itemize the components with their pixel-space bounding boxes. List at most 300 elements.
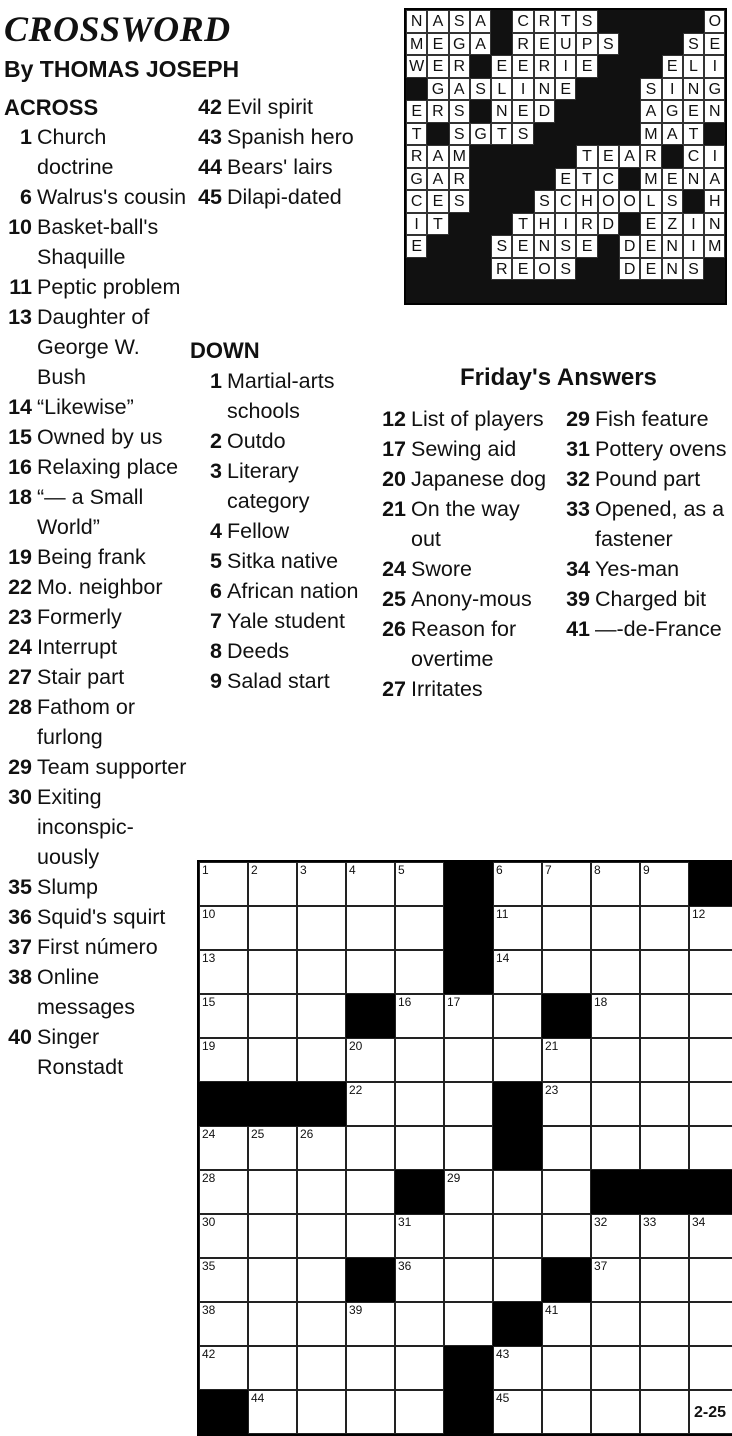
- grid-cell[interactable]: [591, 1214, 640, 1258]
- answer-cell: R: [534, 55, 555, 78]
- grid-cell[interactable]: [199, 1170, 248, 1214]
- grid-cell[interactable]: [493, 994, 542, 1038]
- grid-cell[interactable]: [689, 950, 732, 994]
- cell-number: 15: [202, 995, 216, 1009]
- clue-text: Squid's squirt: [37, 905, 166, 929]
- cell-number: 23: [545, 1083, 559, 1097]
- answer-cell: S: [683, 258, 704, 281]
- grid-cell[interactable]: [395, 1390, 444, 1434]
- grid-cell[interactable]: [199, 994, 248, 1038]
- answer-cell: L: [640, 190, 661, 213]
- clue-number: 32: [566, 467, 590, 491]
- down-clue: [186, 666, 366, 696]
- answer-cell: T: [491, 123, 512, 146]
- grid-cell[interactable]: [444, 1214, 493, 1258]
- grid-cell[interactable]: [297, 1214, 346, 1258]
- grid-cell[interactable]: [395, 1082, 444, 1126]
- grid-cell[interactable]: [248, 1346, 297, 1390]
- answer-cell: T: [576, 168, 597, 191]
- answer-cell: S: [555, 235, 576, 258]
- grid-cell[interactable]: [640, 906, 689, 950]
- answer-cell: S: [470, 78, 491, 101]
- grid-cell[interactable]: [395, 906, 444, 950]
- grid-block: [444, 906, 493, 950]
- grid-cell[interactable]: [640, 1302, 689, 1346]
- clue-number: 27: [8, 665, 32, 689]
- grid-cell[interactable]: [640, 862, 689, 906]
- grid-cell[interactable]: [395, 950, 444, 994]
- clue-text: Daughter of George W. Bush: [37, 305, 150, 389]
- answer-cell: H: [534, 213, 555, 236]
- cell-number: 25: [251, 1127, 265, 1141]
- answer-block: [491, 213, 512, 236]
- answer-block: [512, 145, 533, 168]
- grid-cell[interactable]: [199, 906, 248, 950]
- grid-cell[interactable]: [689, 1302, 732, 1346]
- answer-cell: N: [534, 78, 555, 101]
- grid-cell[interactable]: [444, 1170, 493, 1214]
- across-clue: [0, 182, 188, 212]
- cell-number: 30: [202, 1215, 216, 1229]
- clue-text: Deeds: [227, 639, 290, 663]
- cell-number: 19: [202, 1039, 216, 1053]
- grid-cell[interactable]: [640, 1258, 689, 1302]
- grid-cell[interactable]: [689, 1346, 732, 1390]
- grid-cell[interactable]: [591, 994, 640, 1038]
- down-clue: [186, 366, 366, 426]
- grid-cell[interactable]: [395, 1346, 444, 1390]
- grid-cell[interactable]: [640, 1214, 689, 1258]
- grid-cell[interactable]: [297, 950, 346, 994]
- across-clue: [0, 392, 188, 422]
- grid-block: [199, 1082, 248, 1126]
- down-clue: [554, 434, 732, 464]
- grid-cell[interactable]: [493, 1170, 542, 1214]
- grid-cell[interactable]: [346, 862, 395, 906]
- cell-number: 29: [447, 1171, 461, 1185]
- answer-cell: E: [406, 100, 427, 123]
- clue-number: 29: [566, 407, 590, 431]
- answer-cell: R: [534, 10, 555, 33]
- clue-number: 2: [210, 429, 222, 453]
- answer-cell: N: [683, 78, 704, 101]
- grid-cell[interactable]: [199, 1302, 248, 1346]
- clue-text: Mo. neighbor: [37, 575, 163, 599]
- clue-text: First número: [37, 935, 158, 959]
- puzzle-date: 2-25: [693, 1404, 726, 1421]
- answer-cell: T: [683, 123, 704, 146]
- answer-cell: G: [704, 78, 725, 101]
- grid-cell[interactable]: [395, 1258, 444, 1302]
- answer-cell: N: [662, 235, 683, 258]
- cell-number: 9: [643, 863, 650, 877]
- grid-block: [346, 994, 395, 1038]
- clue-text: Stair part: [37, 665, 125, 689]
- grid-cell[interactable]: [640, 1082, 689, 1126]
- grid-cell[interactable]: [640, 950, 689, 994]
- grid-cell[interactable]: [199, 1214, 248, 1258]
- grid-cell[interactable]: [493, 1038, 542, 1082]
- grid-cell[interactable]: [297, 994, 346, 1038]
- answer-cell: E: [512, 235, 533, 258]
- grid-cell[interactable]: [248, 1302, 297, 1346]
- clue-number: 4: [210, 519, 222, 543]
- grid-cell[interactable]: [493, 862, 542, 906]
- grid-cell[interactable]: [444, 1126, 493, 1170]
- clue-number: 24: [382, 557, 406, 581]
- cell-number: 41: [545, 1303, 559, 1317]
- clue-number: 1: [20, 125, 32, 149]
- grid-cell[interactable]: [542, 1214, 591, 1258]
- grid-cell[interactable]: [395, 1038, 444, 1082]
- clue-number: 29: [8, 755, 32, 779]
- clue-number: 17: [382, 437, 406, 461]
- answer-block: [640, 33, 661, 56]
- grid-cell[interactable]: [640, 1038, 689, 1082]
- grid-cell[interactable]: [591, 906, 640, 950]
- answer-cell: A: [704, 168, 725, 191]
- across-clue: [0, 602, 188, 632]
- grid-cell[interactable]: [689, 994, 732, 1038]
- clue-number: 45: [198, 185, 222, 209]
- answer-cell: D: [619, 258, 640, 281]
- clue-number: 6: [20, 185, 32, 209]
- grid-cell[interactable]: [493, 1258, 542, 1302]
- grid-cell[interactable]: [346, 1038, 395, 1082]
- clue-text: Formerly: [37, 605, 122, 629]
- clue-number: 18: [8, 485, 32, 509]
- down-heading: DOWN: [190, 338, 260, 363]
- across-heading: ACROSS: [4, 95, 99, 120]
- grid-cell[interactable]: [542, 862, 591, 906]
- grid-cell[interactable]: [199, 1126, 248, 1170]
- down-clues-col2: [370, 404, 550, 704]
- grid-cell[interactable]: [591, 950, 640, 994]
- clue-number: 13: [8, 305, 32, 329]
- clue-text: Basket-ball's Shaquille: [37, 215, 159, 269]
- grid-block: [444, 1390, 493, 1434]
- grid-cell[interactable]: [591, 1038, 640, 1082]
- down-clue: [186, 546, 366, 576]
- grid-cell[interactable]: [493, 1346, 542, 1390]
- answer-block: [427, 280, 448, 303]
- answer-block: [619, 100, 640, 123]
- grid-cell[interactable]: [297, 1346, 346, 1390]
- grid-cell[interactable]: [346, 1390, 395, 1434]
- grid-cell[interactable]: [640, 1126, 689, 1170]
- clue-number: 38: [8, 965, 32, 989]
- clue-number: 44: [198, 155, 222, 179]
- grid-cell[interactable]: [542, 1082, 591, 1126]
- down-clue: [186, 636, 366, 666]
- answer-cell: E: [427, 33, 448, 56]
- across-clue: [0, 452, 188, 482]
- grid-cell[interactable]: [493, 950, 542, 994]
- answer-cell: S: [449, 190, 470, 213]
- grid-cell[interactable]: [248, 1214, 297, 1258]
- answer-block: [576, 100, 597, 123]
- grid-cell[interactable]: [444, 1082, 493, 1126]
- grid-cell[interactable]: [297, 906, 346, 950]
- down-clue: [554, 404, 732, 434]
- grid-cell[interactable]: [493, 906, 542, 950]
- grid-cell[interactable]: [248, 1170, 297, 1214]
- answer-block: [427, 235, 448, 258]
- cell-number: 43: [496, 1347, 510, 1361]
- answer-cell: S: [598, 33, 619, 56]
- grid-cell[interactable]: [346, 1346, 395, 1390]
- clue-text: —-de-France: [595, 617, 722, 641]
- clue-number: 27: [382, 677, 406, 701]
- answer-cell: I: [704, 145, 725, 168]
- grid-cell[interactable]: [395, 1214, 444, 1258]
- answer-cell: N: [662, 258, 683, 281]
- clue-text: Yes-man: [595, 557, 680, 581]
- down-clue: [370, 554, 550, 584]
- answers-caption: Friday's Answers: [460, 364, 657, 391]
- clue-number: 25: [382, 587, 406, 611]
- answer-cell: L: [683, 55, 704, 78]
- grid-cell[interactable]: [199, 1346, 248, 1390]
- across-clue: [0, 902, 188, 932]
- grid-cell[interactable]: [640, 994, 689, 1038]
- grid-cell[interactable]: [199, 1038, 248, 1082]
- across-clue: [0, 482, 188, 542]
- answer-cell: C: [683, 145, 704, 168]
- grid-cell[interactable]: [542, 906, 591, 950]
- grid-cell[interactable]: [689, 1214, 732, 1258]
- grid-cell[interactable]: [248, 1038, 297, 1082]
- answer-cell: C: [598, 168, 619, 191]
- cell-number: 28: [202, 1171, 216, 1185]
- grid-cell[interactable]: [199, 950, 248, 994]
- down-clue: [186, 516, 366, 546]
- grid-cell[interactable]: [346, 1214, 395, 1258]
- answer-block: [534, 145, 555, 168]
- down-clues-col1: [186, 366, 366, 696]
- answer-block: [491, 190, 512, 213]
- grid-cell[interactable]: [395, 862, 444, 906]
- grid-block: [689, 1170, 732, 1214]
- cell-number: 8: [594, 863, 601, 877]
- grid-cell[interactable]: [591, 1082, 640, 1126]
- clue-number: 19: [8, 545, 32, 569]
- clue-number: 21: [382, 497, 406, 521]
- answer-cell: A: [470, 33, 491, 56]
- grid-cell[interactable]: [444, 994, 493, 1038]
- answer-cell: T: [406, 123, 427, 146]
- answer-cell: I: [406, 213, 427, 236]
- grid-cell[interactable]: [542, 1346, 591, 1390]
- answer-cell: M: [406, 33, 427, 56]
- answer-block: [576, 123, 597, 146]
- grid-cell[interactable]: [346, 906, 395, 950]
- cell-number: 34: [692, 1215, 706, 1229]
- grid-cell[interactable]: [395, 1126, 444, 1170]
- clue-number: 26: [382, 617, 406, 641]
- grid-cell[interactable]: [444, 1258, 493, 1302]
- clue-number: 42: [198, 95, 222, 119]
- clue-text: Bears' lairs: [227, 155, 333, 179]
- answer-cell: R: [449, 168, 470, 191]
- down-clue: [554, 464, 732, 494]
- answer-block: [449, 235, 470, 258]
- grid-block: [493, 1126, 542, 1170]
- across-clue: [0, 302, 188, 392]
- clue-number: 34: [566, 557, 590, 581]
- clue-number: 12: [382, 407, 406, 431]
- grid-cell[interactable]: [493, 1214, 542, 1258]
- grid-cell[interactable]: [689, 1126, 732, 1170]
- clue-number: 6: [210, 579, 222, 603]
- grid-cell[interactable]: [297, 1038, 346, 1082]
- grid-cell[interactable]: [248, 1390, 297, 1434]
- answer-block: [491, 145, 512, 168]
- clue-text: Exiting inconspic-uously: [37, 785, 134, 869]
- grid-cell[interactable]: [591, 1302, 640, 1346]
- across-clue: [0, 872, 188, 902]
- grid-cell[interactable]: [346, 950, 395, 994]
- answer-block: [427, 258, 448, 281]
- grid-cell[interactable]: [248, 994, 297, 1038]
- cell-number: 14: [496, 951, 510, 965]
- grid-cell[interactable]: [199, 1258, 248, 1302]
- answer-block: [704, 123, 725, 146]
- clue-number: 23: [8, 605, 32, 629]
- crossword-grid: [197, 860, 732, 1436]
- grid-cell[interactable]: [346, 1082, 395, 1126]
- answer-cell: E: [598, 145, 619, 168]
- answer-block: [598, 78, 619, 101]
- answer-cell: N: [704, 100, 725, 123]
- grid-cell[interactable]: [591, 1346, 640, 1390]
- answer-cell: M: [640, 168, 661, 191]
- clue-number: 35: [8, 875, 32, 899]
- answer-block: [449, 213, 470, 236]
- answer-block: [406, 258, 427, 281]
- clue-text: Literary category: [227, 459, 310, 513]
- grid-cell[interactable]: [346, 1302, 395, 1346]
- grid-cell[interactable]: [640, 1346, 689, 1390]
- clue-text: Fathom or furlong: [37, 695, 135, 749]
- answer-block: [619, 33, 640, 56]
- grid-cell[interactable]: [591, 1258, 640, 1302]
- clue-text: “— a Small World”: [37, 485, 144, 539]
- grid-cell[interactable]: [542, 1126, 591, 1170]
- clue-text: “Likewise”: [37, 395, 134, 419]
- across-clue: [0, 932, 188, 962]
- grid-cell[interactable]: [689, 906, 732, 950]
- answer-block: [470, 190, 491, 213]
- across-clue: [0, 962, 188, 1022]
- answer-cell: S: [449, 100, 470, 123]
- grid-cell[interactable]: [689, 1038, 732, 1082]
- answer-cell: M: [449, 145, 470, 168]
- answer-cell: R: [427, 100, 448, 123]
- clue-text: Online messages: [37, 965, 135, 1019]
- grid-cell[interactable]: [689, 1082, 732, 1126]
- answer-cell: U: [555, 33, 576, 56]
- across-clue: [0, 272, 188, 302]
- grid-cell[interactable]: [346, 1126, 395, 1170]
- answer-cell: T: [512, 213, 533, 236]
- grid-cell[interactable]: [640, 1390, 689, 1434]
- grid-cell[interactable]: [542, 1390, 591, 1434]
- grid-cell[interactable]: [591, 862, 640, 906]
- grid-block: [591, 1170, 640, 1214]
- grid-cell[interactable]: [199, 862, 248, 906]
- grid-cell[interactable]: [248, 906, 297, 950]
- grid-cell[interactable]: [591, 1390, 640, 1434]
- clue-text: Pound part: [595, 467, 701, 491]
- clue-number: 33: [566, 497, 590, 521]
- grid-cell[interactable]: [248, 1126, 297, 1170]
- grid-cell[interactable]: [444, 1038, 493, 1082]
- across-clue: [0, 212, 188, 272]
- grid-cell[interactable]: [297, 1390, 346, 1434]
- cell-number: 36: [398, 1259, 412, 1273]
- grid-cell[interactable]: [297, 1302, 346, 1346]
- answer-cell: G: [427, 78, 448, 101]
- clue-number: 31: [566, 437, 590, 461]
- grid-cell[interactable]: [395, 994, 444, 1038]
- clue-number: 1: [210, 369, 222, 393]
- grid-cell[interactable]: [542, 1302, 591, 1346]
- across-clue: [0, 662, 188, 692]
- clue-number: 39: [566, 587, 590, 611]
- answer-cell: N: [683, 168, 704, 191]
- grid-cell[interactable]: [346, 1170, 395, 1214]
- grid-cell[interactable]: [297, 862, 346, 906]
- grid-cell[interactable]: [297, 1126, 346, 1170]
- grid-cell[interactable]: [542, 1038, 591, 1082]
- answer-cell: S: [491, 235, 512, 258]
- grid-cell[interactable]: [444, 1302, 493, 1346]
- grid-cell[interactable]: [248, 1258, 297, 1302]
- answer-cell: E: [555, 168, 576, 191]
- cell-number: 20: [349, 1039, 363, 1053]
- grid-cell[interactable]: [297, 1170, 346, 1214]
- clue-text: Yale student: [227, 609, 345, 633]
- grid-cell[interactable]: [542, 1170, 591, 1214]
- grid-cell[interactable]: [493, 1390, 542, 1434]
- grid-cell[interactable]: [689, 1258, 732, 1302]
- grid-block: [542, 994, 591, 1038]
- cell-number: 12: [692, 907, 706, 921]
- clue-text: African nation: [227, 579, 359, 603]
- answer-block: [619, 78, 640, 101]
- grid-cell[interactable]: [248, 862, 297, 906]
- grid-cell[interactable]: [248, 950, 297, 994]
- grid-cell[interactable]: [395, 1302, 444, 1346]
- answer-cell: T: [427, 213, 448, 236]
- down-clue: [186, 426, 366, 456]
- grid-block: [395, 1170, 444, 1214]
- grid-block: [542, 1258, 591, 1302]
- grid-cell[interactable]: [297, 1258, 346, 1302]
- clue-text: Singer Ronstadt: [37, 1025, 124, 1079]
- answer-block: [555, 145, 576, 168]
- grid-cell[interactable]: [542, 950, 591, 994]
- clue-number: 16: [8, 455, 32, 479]
- down-clue: [186, 606, 366, 636]
- answer-cell: N: [491, 100, 512, 123]
- answer-block: [491, 33, 512, 56]
- clue-text: Charged bit: [595, 587, 707, 611]
- grid-cell[interactable]: [591, 1126, 640, 1170]
- answer-block: [470, 55, 491, 78]
- answer-cell: S: [640, 78, 661, 101]
